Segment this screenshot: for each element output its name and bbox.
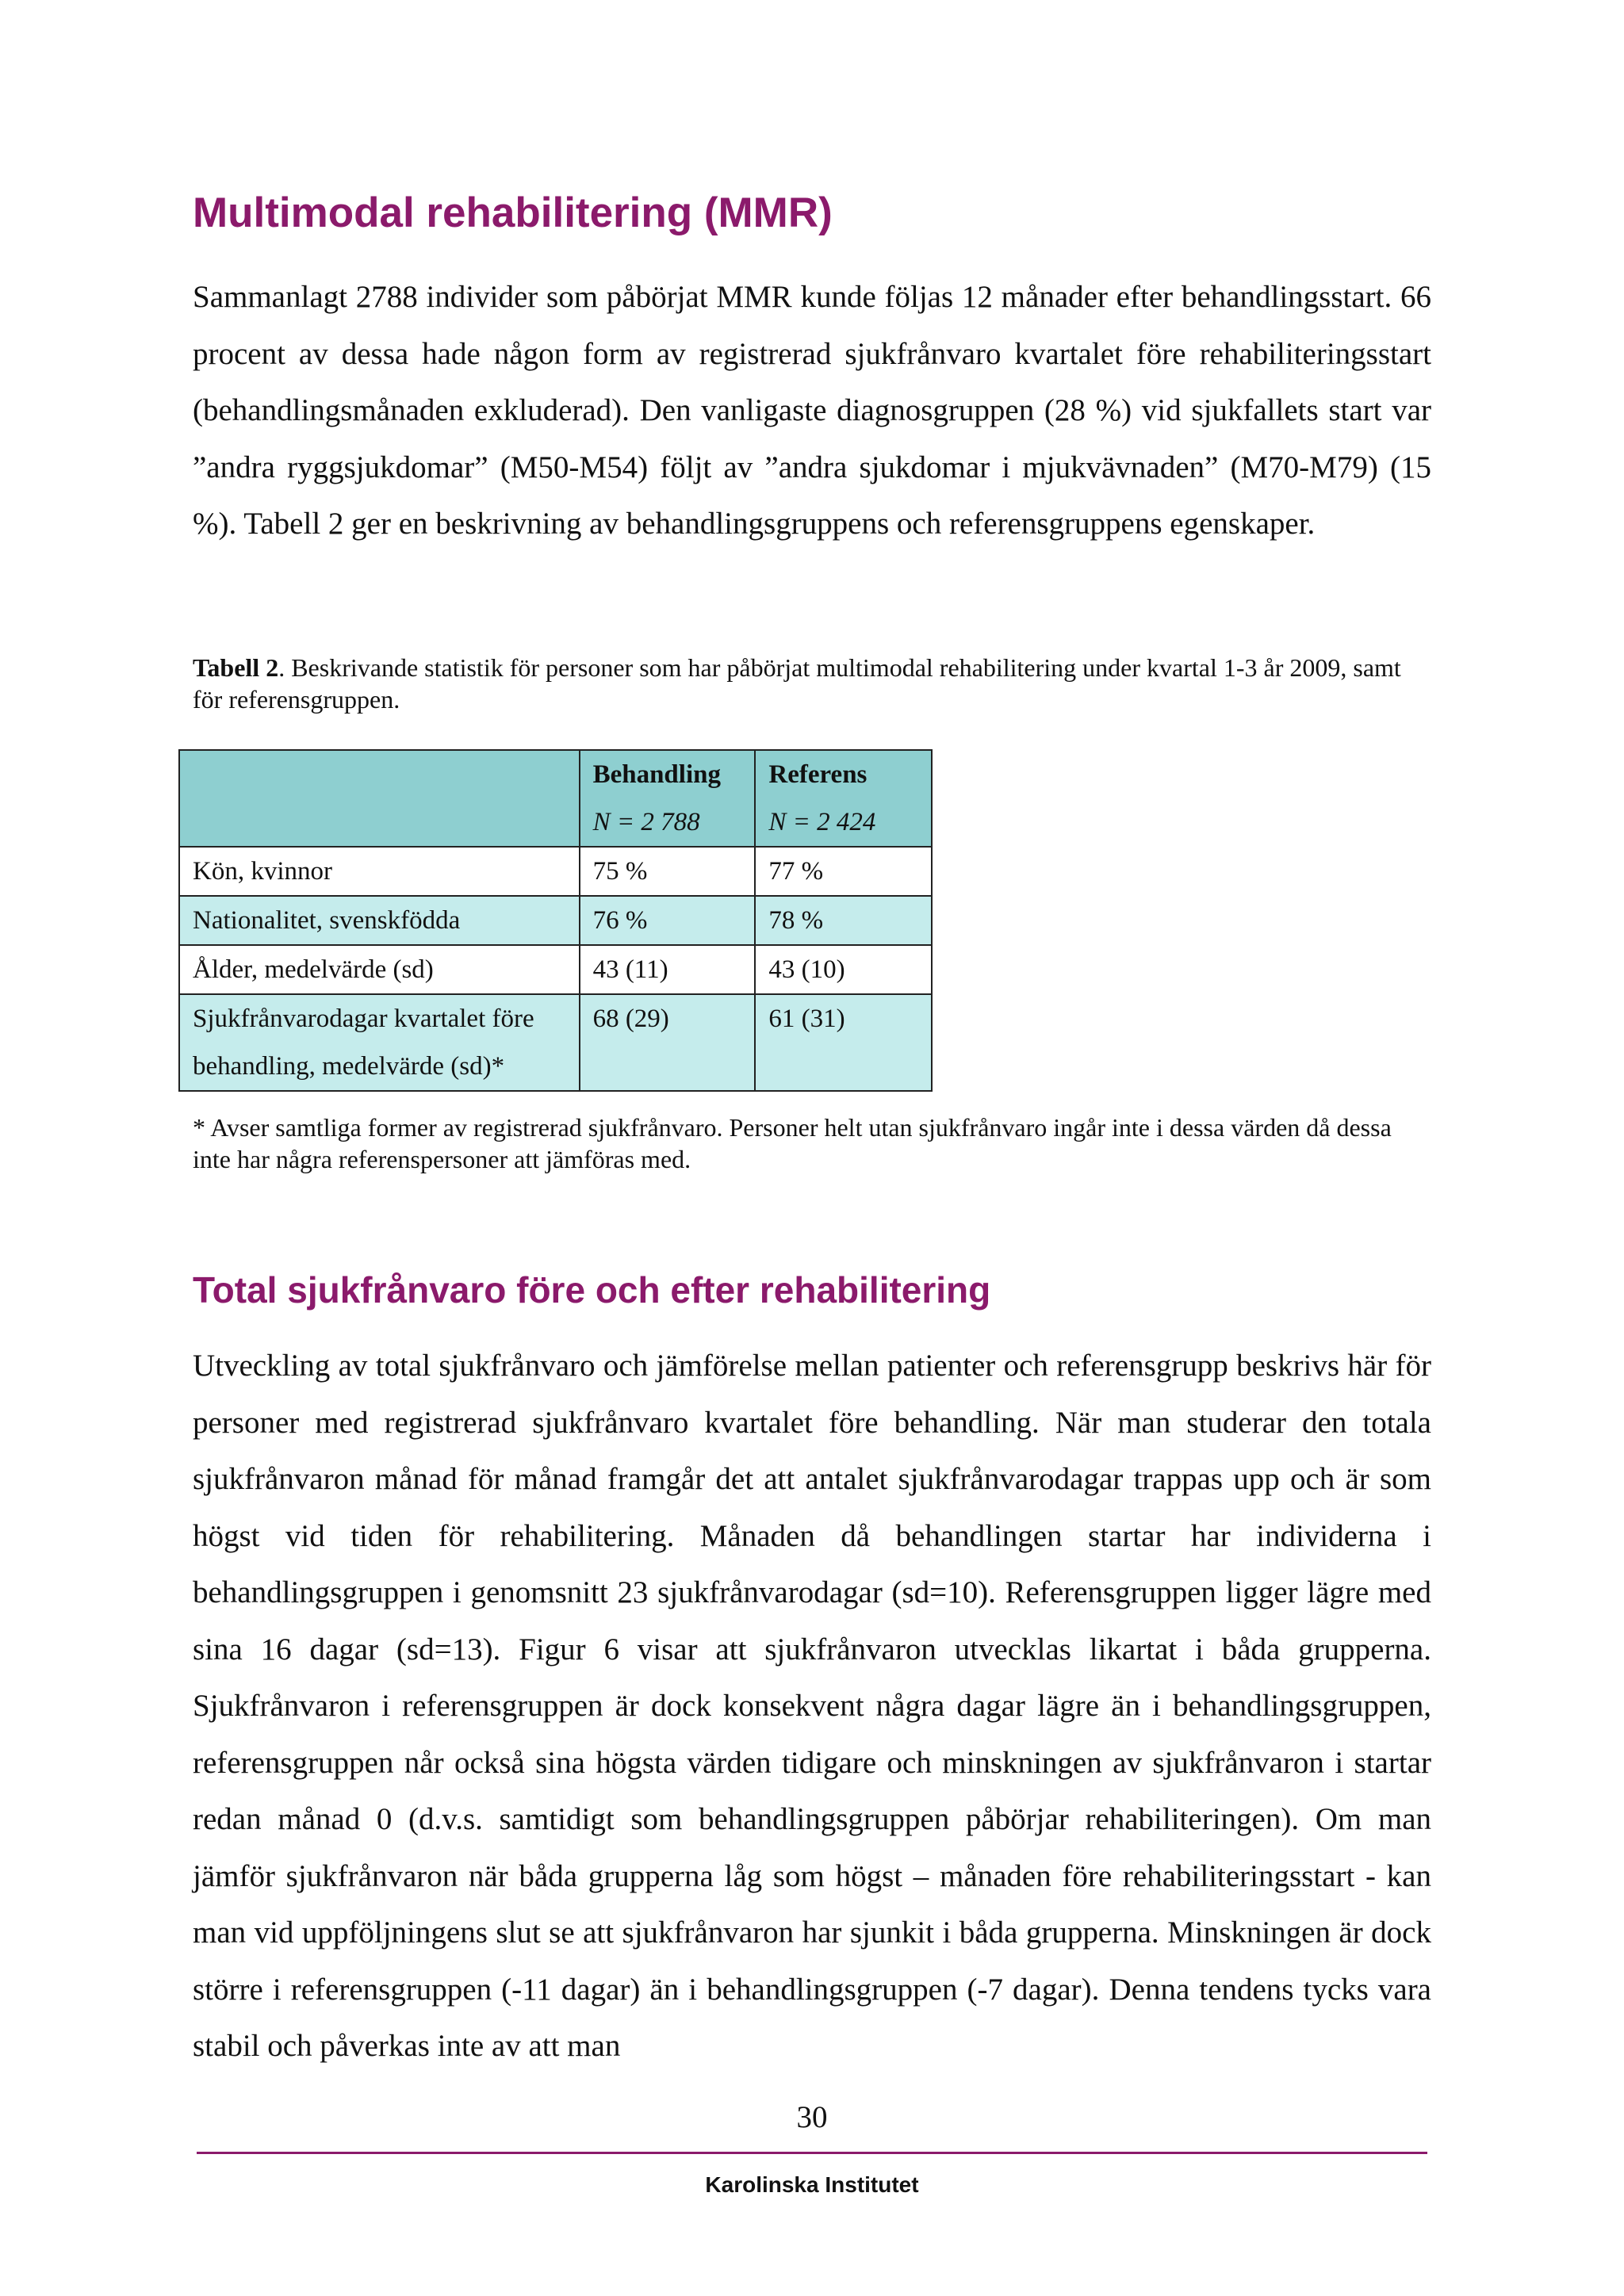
- table-header-referens: [755, 750, 932, 847]
- table-header-row: [179, 750, 932, 847]
- row-value-referens: 77 %: [755, 847, 932, 896]
- column-label-referens: Referens: [768, 760, 868, 789]
- row-value-behandling: 75 %: [580, 847, 756, 896]
- section-heading-total-sjukfranvaro: Total sjukfrånvaro före och efter rehabilitering: [193, 1269, 991, 1311]
- row-value-referens: 78 %: [755, 896, 932, 945]
- table-header-behandling: [580, 750, 756, 847]
- statistics-table: [178, 749, 933, 1092]
- table-row: [179, 994, 932, 1091]
- table-footnote: * Avser samtliga former av registrerad sjukfrånvaro. Personer helt utan sjukfrånvaro ingår inte i dessa värden då dessa inte har några referenspersoner att jämföras med.: [193, 1113, 1392, 1173]
- table-caption-text: . Beskrivande statistik för personer som har påbörjat multimodal rehabilitering under kvartal 1-3 år 2009, samt för referensgruppen.: [193, 653, 1401, 714]
- row-label: Ålder, medelvärde (sd): [179, 945, 580, 994]
- row-value-behandling: 76 %: [580, 896, 756, 945]
- page-number: 30: [796, 2100, 828, 2134]
- mmr-paragraph: Sammanlagt 2788 individer som påbörjat MMR kunde följas 12 månader efter behandlingsstart. 66 procent av dessa hade någon form av registrerad sjukfrånvaro kvartalet före rehabiliteringsstart (behandlingsmånaden exkluderad). Den vanligaste diagnosgruppen (28 %) vid sjukfallets start var ”andra ryggsjukdomar” (M50-M54) följt av ”andra sjukdomar i mjukvävnaden” (M70-M79) (15 %). Tabell 2 ger en beskrivning av behandlingsgruppens och referensgruppens egenskaper.: [193, 280, 1431, 541]
- column-n-referens: N = 2 424: [768, 808, 876, 836]
- row-label: Kön, kvinnor: [179, 847, 580, 896]
- footer-institution: Karolinska Institutet: [705, 2172, 919, 2197]
- row-value-behandling: 43 (11): [580, 945, 756, 994]
- column-label-behandling: Behandling: [592, 760, 721, 789]
- row-value-referens: 61 (31): [755, 994, 932, 1091]
- row-label: Sjukfrånvarodagar kvartalet före behandling, medelvärde (sd)*: [179, 994, 580, 1091]
- table-row: [179, 896, 932, 945]
- row-label: Nationalitet, svenskfödda: [179, 896, 580, 945]
- table-row: [179, 945, 932, 994]
- column-n-behandling: N = 2 788: [592, 808, 700, 836]
- table-caption-label: Tabell 2: [193, 653, 279, 682]
- row-value-referens: 43 (10): [755, 945, 932, 994]
- table-header-empty-cell: [179, 750, 580, 847]
- row-value-behandling: 68 (29): [580, 994, 756, 1091]
- section-heading-mmr: Multimodal rehabilitering (MMR): [193, 189, 833, 236]
- table-caption: [193, 652, 1431, 715]
- footer-divider: [197, 2152, 1427, 2154]
- total-sjukfranvaro-paragraph: Utveckling av total sjukfrånvaro och jämförelse mellan patienter och referensgrupp beskrivs här för personer med registrerad sjukfrånvaro kvartalet före behandling. När man studerar den totala sjukfrånvaron månad för månad framgår det att antalet sjukfrånvarodagar trappas upp och är som högst vid tiden för rehabilitering. Månaden då behandlingen startar har individerna i behandlingsgruppen i genomsnitt 23 sjukfrånvarodagar (sd=10). Referensgruppen ligger lägre med sina 16 dagar (sd=13). Figur 6 visar att sjukfrånvaron utvecklas likartat i båda grupperna. Sjukfrånvaron i referensgruppen är dock konsekvent några dagar lägre än i behandlingsgruppen, referensgruppen når också sina högsta värden tidigare och minskningen av sjukfrånvaron i startar redan månad 0 (d.v.s. samtidigt som behandlingsgruppen påbörjar rehabiliteringen). Om man jämför sjukfrånvaron när båda grupperna låg som högst – månaden före rehabiliteringsstart - kan man vid uppföljningens slut se att sjukfrånvaron har sjunkit i båda grupperna. Minskningen är dock större i referensgruppen (-11 dagar) än i behandlingsgruppen (-7 dagar). Denna tendens tycks vara stabil och påverkas inte av att man: [193, 1349, 1431, 2063]
- table-row: [179, 847, 932, 896]
